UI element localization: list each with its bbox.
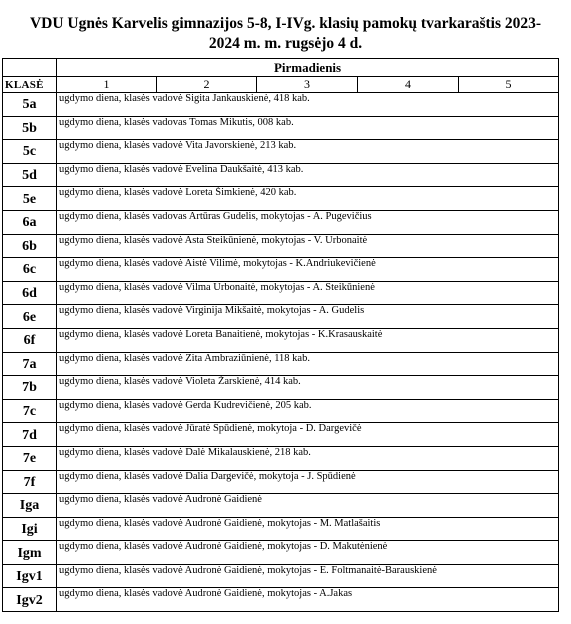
corner-cell (3, 59, 57, 77)
class-name-cell: 5c (3, 140, 57, 164)
class-name-cell: 7a (3, 352, 57, 376)
table-row (3, 163, 559, 187)
class-name-cell: 6d (3, 281, 57, 305)
lesson-number: 1 (57, 77, 157, 93)
schedule-note-cell: ugdymo diena, klasės vadovė Audronė Gaidienė, mokytojas - E. Foltmanaitė-Barauskienė (57, 564, 559, 588)
table-row (3, 116, 559, 140)
table-row (3, 187, 559, 211)
page-title (0, 14, 571, 54)
class-name-cell: 6e (3, 305, 57, 329)
table-row (3, 210, 559, 234)
lesson-number: 3 (257, 77, 358, 93)
day-header-row (3, 59, 559, 77)
schedule-note-cell: ugdymo diena, klasės vadovas Tomas Mikutis, 008 kab. (57, 116, 559, 140)
table-row (3, 517, 559, 541)
table-row (3, 423, 559, 447)
title-line-1: VDU Ugnės Karvelis gimnazijos 5-8, I-IVg. klasių pamokų tvarkaraštis 2023- (29, 15, 542, 32)
class-name-cell: Igm (3, 541, 57, 565)
schedule-note-cell: ugdymo diena, klasės vadovė Virginija Mikšaitė, mokytojas - A. Gudelis (57, 305, 559, 329)
schedule-note-cell: ugdymo diena, klasės vadovė Loreta Banaitienė, mokytojas - K.Krasauskaitė (57, 328, 559, 352)
lesson-number-row (3, 77, 559, 93)
schedule-note-cell: ugdymo diena, klasės vadovė Audronė Gaidienė, mokytojas - M. Matlašaitis (57, 517, 559, 541)
class-name-cell: Igv2 (3, 588, 57, 612)
schedule-note-cell: ugdymo diena, klasės vadovė Zita Ambraziūnienė, 118 kab. (57, 352, 559, 376)
table-row (3, 494, 559, 518)
table-row (3, 446, 559, 470)
class-name-cell: 6c (3, 258, 57, 282)
schedule-note-cell: ugdymo diena, klasės vadovė Loreta Šimkienė, 420 kab. (57, 187, 559, 211)
schedule-note-cell: ugdymo diena, klasės vadovė Vilma Urbonaitė, mokytojas - A. Steikūnienė (57, 281, 559, 305)
table-row (3, 399, 559, 423)
table-row (3, 376, 559, 400)
class-name-cell: 6a (3, 210, 57, 234)
class-name-cell: 6b (3, 234, 57, 258)
table-row (3, 234, 559, 258)
class-name-cell: 5e (3, 187, 57, 211)
table-row (3, 281, 559, 305)
schedule-note-cell: ugdymo diena, klasės vadovė Gerda Kudrevičienė, 205 kab. (57, 399, 559, 423)
table-row (3, 588, 559, 612)
schedule-note-cell: ugdymo diena, klasės vadovė Sigita Jankauskienė, 418 kab. (57, 93, 559, 117)
lesson-number: 4 (358, 77, 459, 93)
class-name-cell: 5a (3, 93, 57, 117)
schedule-note-cell: ugdymo diena, klasės vadovė Aistė Vilimė, mokytojas - K.Andriukevičienė (57, 258, 559, 282)
table-row (3, 93, 559, 117)
schedule-note-cell: ugdymo diena, klasės vadovė Dalia Dargevičė, mokytoja - J. Spūdienė (57, 470, 559, 494)
class-name-cell: 7e (3, 446, 57, 470)
table-row (3, 470, 559, 494)
lesson-number: 5 (459, 77, 559, 93)
table-row (3, 564, 559, 588)
schedule-note-cell: ugdymo diena, klasės vadovė Audronė Gaidienė, mokytojas - D. Makutėnienė (57, 541, 559, 565)
schedule-note-cell: ugdymo diena, klasės vadovė Dalė Mikalauskienė, 218 kab. (57, 446, 559, 470)
schedule-note-cell: ugdymo diena, klasės vadovė Violeta Žarskienė, 414 kab. (57, 376, 559, 400)
class-name-cell: 7f (3, 470, 57, 494)
table-row (3, 258, 559, 282)
class-name-cell: Iga (3, 494, 57, 518)
schedule-table (2, 58, 559, 612)
class-name-cell: Igv1 (3, 564, 57, 588)
table-row (3, 140, 559, 164)
class-name-cell: 7c (3, 399, 57, 423)
table-row (3, 328, 559, 352)
class-column-header: KLASĖ (3, 77, 57, 93)
schedule-note-cell: ugdymo diena, klasės vadovė Asta Steikūnienė, mokytojas - V. Urbonaitė (57, 234, 559, 258)
schedule-note-cell: ugdymo diena, klasės vadovė Evelina Daukšaitė, 413 kab. (57, 163, 559, 187)
schedule-note-cell: ugdymo diena, klasės vadovė Jūratė Spūdienė, mokytoja - D. Dargevičė (57, 423, 559, 447)
class-name-cell: 5d (3, 163, 57, 187)
schedule-note-cell: ugdymo diena, klasės vadovė Vita Javorskienė, 213 kab. (57, 140, 559, 164)
schedule-note-cell: ugdymo diena, klasės vadovė Audronė Gaidienė (57, 494, 559, 518)
table-row (3, 305, 559, 329)
class-name-cell: 6f (3, 328, 57, 352)
schedule-note-cell: ugdymo diena, klasės vadovas Artūras Gudelis, mokytojas - A. Pugevičius (57, 210, 559, 234)
table-row (3, 352, 559, 376)
title-line-2: 2024 m. m. rugsėjo 4 d. (208, 35, 363, 52)
class-name-cell: 5b (3, 116, 57, 140)
day-header: Pirmadienis (57, 59, 559, 77)
class-name-cell: 7d (3, 423, 57, 447)
class-name-cell: Igi (3, 517, 57, 541)
schedule-note-cell: ugdymo diena, klasės vadovė Audronė Gaidienė, mokytojas - A.Jakas (57, 588, 559, 612)
lesson-number: 2 (157, 77, 257, 93)
table-row (3, 541, 559, 565)
class-name-cell: 7b (3, 376, 57, 400)
